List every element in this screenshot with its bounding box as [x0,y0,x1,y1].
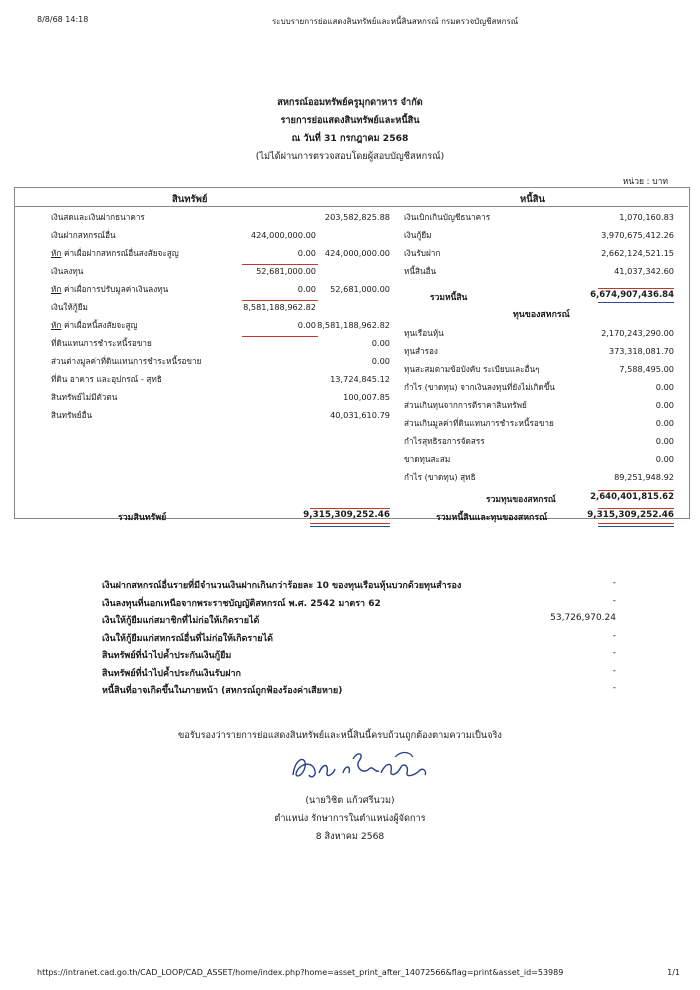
asset-label [51,284,168,295]
deduct-prefix: หัก [51,320,62,330]
equity-label: ทุนเรือนหุ้น [404,328,444,338]
audit-note: (ไม่ได้ผ่านการตรวจสอบโดยผู้สอบบัญชีสหกรณ์) [255,151,445,162]
asset-label-text: สินทรัพย์ไม่มีตัวตน [51,392,118,402]
asset-sub-amount: 52,681,000.00 [256,266,316,276]
asset-label-text: ส่วนต่างมูลค่าที่ดินแทนการชำระหนี้รอขาย [51,356,202,366]
equity-heading: ทุนของสหกรณ์ [513,310,570,320]
report-title: รายการย่อแสดงสินทรัพย์และหนี้สิน [280,115,420,126]
equity-label: ขาดทุนสะสม [404,454,451,464]
asset-amount: 13,724,845.12 [330,374,390,384]
unit-label: หน่วย : บาท [622,177,668,187]
asset-label-text: สินทรัพย์อื่น [51,410,93,420]
asset-label-text: ค่าเผื่อการปรับมูลค่าเงินลงทุน [61,284,169,294]
total-top-line [310,508,390,509]
liabilities-underline [598,302,674,303]
disclosure-label: เงินให้กู้ยืมแก่สหกรณ์อื่นที่ไม่ก่อให้เกิดรายได้ [102,633,273,644]
asset-label [51,392,117,403]
equity-amount: 373,318,081.70 [608,346,674,356]
equity-amount: 89,251,948.92 [614,472,674,482]
total-equity-label: รวมทุนของสหกรณ์ [486,495,556,505]
assets-heading: สินทรัพย์ [172,194,208,205]
grand-top-line [598,508,674,509]
asset-amount: 424,000,000.00 [324,248,390,258]
asset-label-text: ที่ดิน อาคาร และอุปกรณ์ - สุทธิ [51,374,162,384]
equity-amount: 2,170,243,290.00 [601,328,674,338]
total-liabilities-value: 6,674,907,436.84 [590,290,674,300]
disclosure-label: เงินลงทุนที่นอกเหนือจากพระราชบัญญัติสหกรณ์ พ.ศ. 2542 มาตรา 62 [102,598,381,609]
asset-label [51,248,179,259]
asset-label-text: ค่าเผื่อฝากสหกรณ์อื่นสงสัยจะสูญ [61,248,179,258]
signature-image [285,745,435,789]
asset-sub-amount: 0.00 [297,248,316,258]
asset-amount: 40,031,610.79 [330,410,390,420]
asset-label [51,302,88,313]
total-liabilities-label: รวมหนี้สิน [430,293,468,303]
asset-sub-amount: 0.00 [297,284,316,294]
total-assets-value: 9,315,309,252.46 [303,510,390,520]
asset-label [51,410,92,421]
disclosure-value: - [612,683,616,693]
asset-amount: 52,681,000.00 [330,284,390,294]
equity-amount: 0.00 [655,418,674,428]
disclosure-label: หนี้สินที่อาจเกิดขึ้นในภายหน้า (สหกรณ์ถูกฟ้องร้องค่าเสียหาย) [102,686,343,696]
asset-amount: 0.00 [371,356,390,366]
org-name: สหกรณ์ออมทรัพย์ครูมุกดาหาร จำกัด [277,97,423,108]
equity-label: ส่วนเกินทุนจากการตีราคาสินทรัพย์ [404,400,527,410]
disclosure-value: - [612,648,616,658]
disclosure-label: เงินฝากสหกรณ์อื่นรายที่มีจำนวนเงินฝากเกินกว่าร้อยละ 10 ของทุนเรือนหุ้นบวกด้วยทุนสำรอง [102,581,462,591]
asset-label-text: เงินสดและเงินฝากธนาคาร [51,212,145,222]
total-equity-value: 2,640,401,815.62 [590,492,674,502]
liability-label: เงินรับฝาก [404,248,441,258]
disclosure-label: สินทรัพย์ที่นำไปค้ำประกันเงินกู้ยืม [102,651,232,661]
equity-amount: 0.00 [655,382,674,392]
asset-sub-amount: 8,581,188,962.82 [243,302,316,312]
equity-label: กำไรสุทธิรอการจัดสรร [404,436,485,446]
print-datetime: 8/8/68 14:18 [37,15,89,24]
total-underline [310,523,390,524]
disclosure-value: - [612,595,616,606]
subtotal-underline [242,300,318,301]
system-title: ระบบรายการย่อแสดงสินทรัพย์และหนี้สินสหกรณ์ กรมตรวจบัญชีสหกรณ์ [272,17,519,26]
liability-label: หนี้สินอื่น [404,266,437,276]
asset-amount: 203,582,825.88 [324,212,390,222]
equity-label: ทุนสะสมตามข้อบังคับ ระเบียบและอื่นๆ [404,364,540,374]
liability-amount: 41,037,342.60 [614,266,674,276]
liabilities-top-line [598,288,674,289]
total-double-underline [310,526,390,527]
asset-label [51,212,145,223]
asset-label-text: เงินให้กู้ยืม [51,302,88,312]
liability-amount: 3,970,675,412.26 [601,230,674,240]
deduct-prefix: หัก [51,284,62,294]
asset-amount: 8,581,188,962.82 [317,320,390,330]
asset-sub-amount: 424,000,000.00 [250,230,316,240]
signed-date: 8 สิงหาคม 2568 [315,831,385,842]
footer-url: https://intranet.cad.go.th/CAD_LOOP/CAD_ASSET/home/index.php?home=asset_print_after_14072566&flag=print&asset_id=53989 [37,968,564,977]
disclosure-value: - [612,578,616,588]
equity-amount: 0.00 [655,436,674,446]
equity-label: ส่วนเกินมูลค่าที่ดินแทนการชำระหนี้รอขาย [404,418,554,428]
asset-amount: 100,007.85 [343,392,390,402]
equity-top-line [598,490,674,491]
asset-label [51,320,138,331]
asset-sub-amount: 0.00 [297,320,316,330]
subtotal-underline [242,336,318,337]
report-date: ณ วันที่ 31 กรกฎาคม 2568 [291,133,409,144]
disclosure-label: สินทรัพย์ที่นำไปค้ำประกันเงินรับฝาก [102,668,241,679]
asset-label-text: ค่าเผื่อหนี้สงสัยจะสูญ [61,320,138,330]
asset-label [51,338,152,349]
liabilities-heading: หนี้สิน [520,194,546,205]
disclosure-label: เงินให้กู้ยืมแก่สมาชิกที่ไม่ก่อให้เกิดรายได้ [102,616,260,626]
disclosure-value: - [612,665,616,676]
asset-label [51,266,83,277]
equity-amount: 7,588,495.00 [619,364,674,374]
grand-underline [598,523,674,524]
signer-position: ตำแหน่ง รักษาการในตำแหน่งผู้จัดการ [274,813,426,824]
grand-double-underline [598,526,674,527]
grand-total-value: 9,315,309,252.46 [587,510,674,520]
asset-amount: 0.00 [371,338,390,348]
total-assets-label: รวมสินทรัพย์ [118,513,167,523]
liability-amount: 1,070,160.83 [619,212,674,222]
liability-amount: 2,662,124,521.15 [601,248,674,258]
equity-label: กำไร (ขาดทุน) สุทธิ [404,472,476,482]
equity-label: ทุนสำรอง [404,346,438,356]
equity-amount: 0.00 [655,400,674,410]
page-number: 1/1 [667,968,680,977]
grand-total-label: รวมหนี้สินและทุนของสหกรณ์ [436,513,548,523]
equity-label: กำไร (ขาดทุน) จากเงินลงทุนที่ยังไม่เกิดขึ้น [404,382,555,392]
deduct-prefix: หัก [51,248,62,258]
signer-name: (นายวิชิต แก้วศรีนวม) [305,795,395,806]
disclosure-value: - [612,630,616,641]
heading-divider [15,206,688,207]
equity-amount: 0.00 [655,454,674,464]
liability-label: เงินเบิกเกินบัญชีธนาคาร [404,212,491,222]
asset-label-text: เงินลงทุน [51,266,84,276]
asset-label-text: เงินฝากสหกรณ์อื่น [51,230,116,240]
asset-label [51,356,201,367]
asset-label-text: ที่ดินแทนการชำระหนี้รอขาย [51,338,152,348]
asset-label [51,230,116,241]
disclosure-value: 53,726,970.24 [550,613,616,623]
liability-label: เงินกู้ยืม [404,230,432,240]
certification-text: ขอรับรองว่ารายการย่อแสดงสินทรัพย์และหนี้สินนี้ครบถ้วนถูกต้องตามความเป็นจริง [178,730,502,741]
asset-label [51,374,162,385]
subtotal-underline [242,264,318,265]
